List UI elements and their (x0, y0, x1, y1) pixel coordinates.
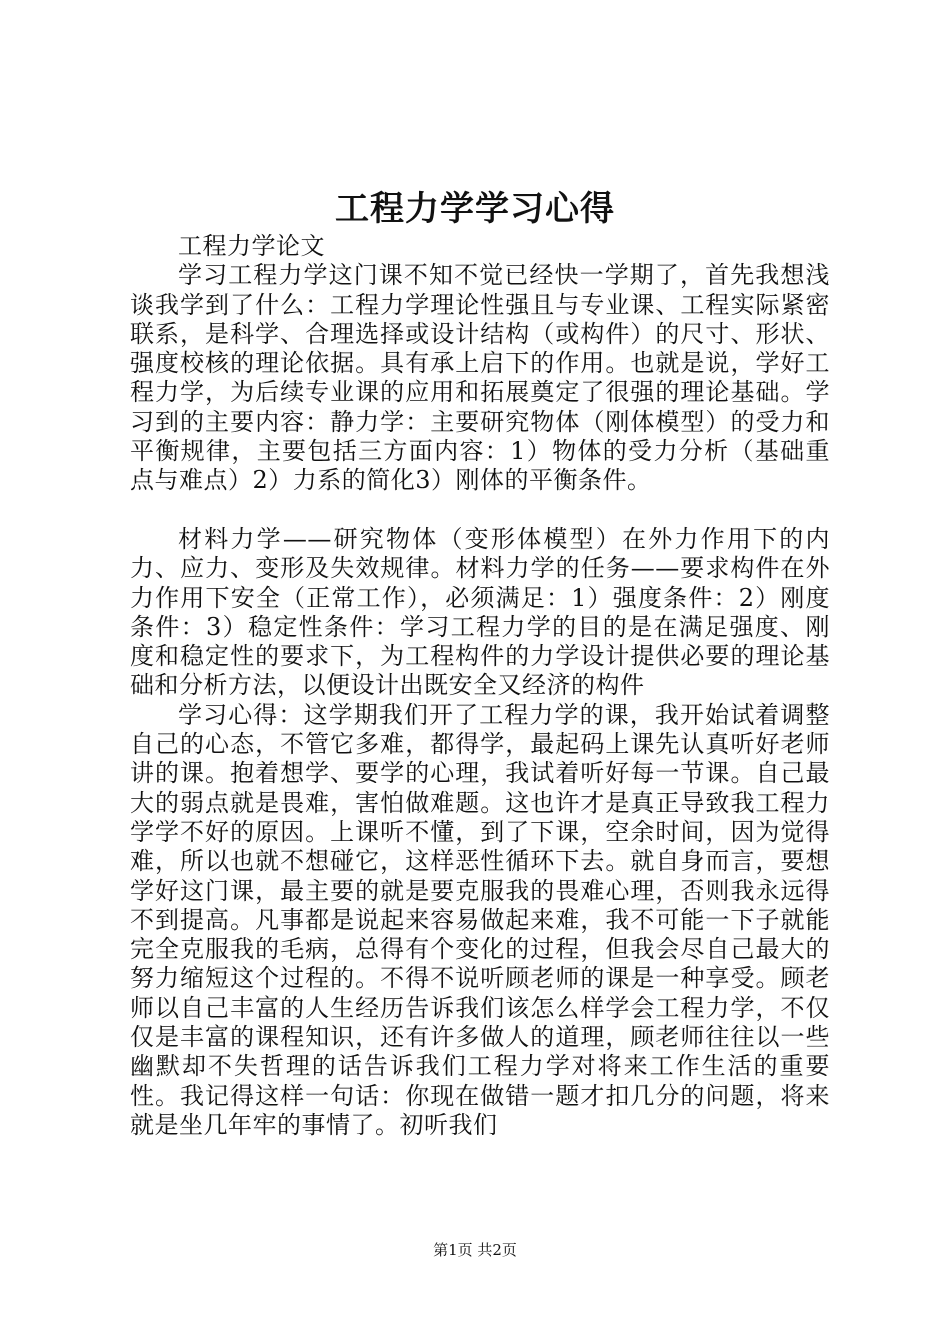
paragraph-introduction: 学习工程力学这门课不知不觉已经快一学期了，首先我想浅谈我学到了什么：工程力学理论性强且与专业课、工程实际紧密联系，是科学、合理选择或设计结构（或构件）的尺寸、形状、强度校核的理论依据。具有承上启下的作用。也就是说，学好工程力学，为后续专业课的应用和拓展奠定了很强的理论基础。学习到的主要内容：静力学：主要研究物体（刚体模型）的受力和平衡规律，主要包括三方面内容：1）物体的受力分析（基础重点与难点）2）力系的简化3）刚体的平衡条件。 (130, 261, 830, 495)
document-body (130, 232, 830, 1140)
paragraph-subtitle: 工程力学论文 (178, 232, 325, 260)
paragraph-learning-reflection: 学习心得：这学期我们开了工程力学的课，我开始试着调整自己的心态，不管它多难，都得学，最起码上课先认真听好老师讲的课。抱着想学、要学的心理，我试着听好每一节课。自己最大的弱点就是畏难，害怕做难题。这也许才是真正导致我工程力学学不好的原因。上课听不懂，到了下课，空余时间，因为觉得难，所以也就不想碰它，这样恶性循环下去。就自身而言，要想学好这门课，最主要的就是要克服我的畏难心理，否则我永远得不到提高。凡事都是说起来容易做起来难，我不可能一下子就能完全克服我的毛病，总得有个变化的过程，但我会尽自己最大的努力缩短这个过程的。不得不说听顾老师的课是一种享受。顾老师以自己丰富的人生经历告诉我们该怎么样学会工程力学，不仅仅是丰富的课程知识，还有许多做人的道理，顾老师往往以一些幽默却不失哲理的话告诉我们工程力学对将来工作生活的重要性。我记得这样一句话：你现在做错一题才扣几分的问题，将来就是坐几年牢的事情了。初听我们 (130, 700, 830, 1139)
paragraph-materials-mechanics: 材料力学——研究物体（变形体模型）在外力作用下的内力、应力、变形及失效规律。材料力学的任务——要求构件在外力作用下安全（正常工作），必须满足：1）强度条件：2）刚度条件：3）稳定性条件：学习工程力学的目的是在满足强度、刚度和稳定性的要求下，为工程构件的力学设计提供必要的理论基础和分析方法，以便设计出既安全又经济的构件 (130, 524, 830, 700)
document-title: 工程力学学习心得 (335, 189, 615, 229)
page-footer: 第1页 共2页 (433, 1241, 517, 1259)
